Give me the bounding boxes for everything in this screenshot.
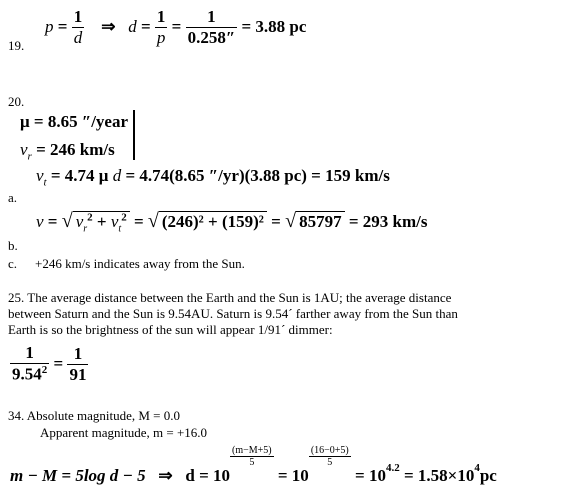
implies-arrow: ⇒ [158, 466, 173, 485]
exponent-2: 2 [41, 364, 48, 377]
implies-arrow: ⇒ [101, 17, 116, 36]
fraction-1-over-p [155, 7, 168, 48]
vt-equation [36, 166, 390, 188]
var-v: v [36, 166, 44, 185]
vt-coef: = 4.74 [50, 166, 95, 185]
var-d: d [128, 17, 137, 36]
part-a-label: a. [8, 190, 18, 205]
equals-10-pow: = 10 [355, 466, 386, 485]
v-result: = 293 km/s [348, 212, 428, 231]
mu-d: μ d [98, 166, 122, 185]
var-p: p [45, 17, 54, 36]
fraction-1-over-d [72, 7, 85, 48]
radicand-numbers: (246)² + (159)² [159, 211, 267, 231]
part-c-text: +246 km/s indicates away from the Sun. [35, 256, 245, 271]
numerator: 1 [207, 6, 216, 26]
vr-line [20, 140, 115, 162]
problem-34-line-1: 34. Absolute magnitude, M = 0.0 [8, 408, 180, 423]
problem-19-result: = 3.88 pc [241, 17, 307, 36]
exp-numerator: (16−0+5) [310, 445, 349, 456]
base-954: 9.54 [12, 364, 42, 384]
exp-denominator: 5 [230, 456, 274, 468]
exponent-42: 4.2 [385, 462, 400, 474]
radicand-85797: 85797 [296, 211, 345, 231]
numerator: 1 [25, 343, 34, 363]
given-values-bracket [133, 110, 135, 160]
denominator-d: d [73, 27, 83, 47]
problem-25-ratio [10, 340, 88, 388]
denominator-91: 91 [69, 364, 87, 384]
exp-denominator: 5 [309, 456, 351, 468]
vt-result: = 4.74(8.65 ″/yr)(3.88 pc) = 159 km/s [125, 166, 390, 185]
var-v: v [36, 212, 44, 231]
final-value: = 1.58×10 [403, 466, 475, 485]
exp-numerator: (m−M+5) [232, 445, 272, 456]
sub-r: r [27, 150, 32, 163]
exponent-fraction-2 [309, 445, 351, 468]
magnitude-relation: m − M = 5log d − 5 [10, 466, 146, 485]
var-v: v [20, 140, 28, 159]
problem-25-line-3: Earth is so the brightness of the sun will appear 1/91´ dimmer: [8, 322, 333, 337]
problem-19-number: 19. [8, 38, 25, 53]
problem-34-line-2: Apparent magnitude, m = +16.0 [40, 425, 208, 440]
part-b-label: b. [8, 238, 18, 253]
problem-25-line-1: 25. The average distance between the Earth and the Sun is 1AU; the average distance [8, 290, 452, 305]
problem-20-number: 20. [8, 94, 25, 109]
sqrt-icon: √ [147, 210, 159, 232]
denominator [10, 363, 49, 385]
sqrt-icon: √ [285, 210, 297, 232]
numerator: 1 [73, 343, 83, 363]
problem-19-equation: p = $\frac{1}{d}$ ⇒ d = $\frac{1}{p}$ = $\frac{1}{0.258''}$ = 3.88 pc [45, 6, 307, 47]
v-equation: v = √ $v_r^2 + v_t^2$ = √ (246)² + (159)² = √ 85797 = 293 km/s [36, 210, 428, 235]
equals: = [53, 354, 64, 373]
numerator: 1 [73, 6, 83, 26]
numerator: 1 [156, 6, 166, 26]
unit-pc: pc [479, 466, 497, 485]
denominator-0258: 0.258″ [187, 27, 236, 47]
part-c-label: c. [8, 256, 18, 271]
d-equals-10: d = 10 [185, 466, 231, 485]
radicand-vr-vt: $v_r^2 + v_t^2$ [73, 211, 130, 231]
sub-t: t [43, 176, 47, 189]
final-exponent: 4 [474, 462, 480, 474]
sqrt-icon: √ [61, 210, 73, 232]
mu-line: μ = 8.65 ″/year [20, 112, 129, 131]
problem-25-line-2: between Saturn and the Sun is 9.54AU. Saturn is 9.54´ farther away from the Sun than [8, 306, 458, 321]
fraction-1-over-91 [67, 344, 88, 385]
equals: = [57, 17, 68, 36]
denominator-p: p [156, 27, 166, 47]
exponent-fraction-1 [230, 445, 274, 468]
fraction-1-over-954-sq [10, 343, 49, 385]
equals-10: = 10 [277, 466, 309, 485]
fraction-1-over-0258 [186, 7, 238, 48]
problem-34-equation [10, 442, 497, 486]
vr-value: = 246 km/s [31, 140, 115, 159]
